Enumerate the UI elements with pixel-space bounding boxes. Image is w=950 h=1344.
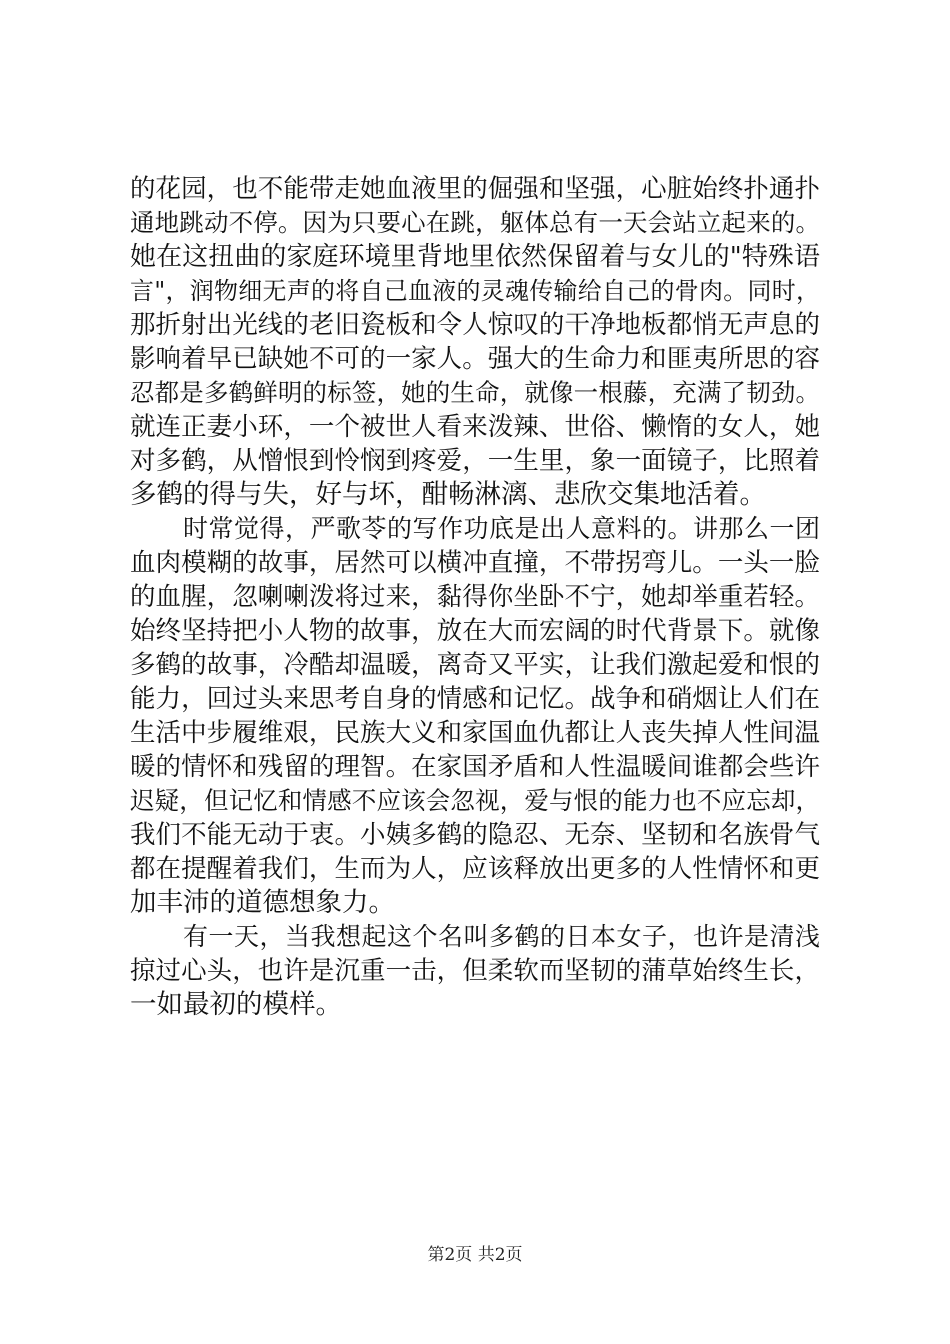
page-number-footer: 第2页 共2页 — [427, 1245, 523, 1265]
text-line: 的血腥，忽喇喇泼将过来，黏得你坐卧不宁，她却举重若轻。 — [130, 582, 820, 612]
text-line: 多鹤的得与失，好与坏，酣畅淋漓、悲欣交集地活着。 — [130, 479, 766, 510]
text-line: 暖的情怀和残留的理智。在家国矛盾和人性温暖间谁都会些许 — [130, 752, 820, 782]
text-line: 迟疑，但记忆和情感不应该会忽视，爱与恨的能力也不应忘却， — [130, 786, 820, 815]
text-line: 对多鹤，从憎恨到怜悯到疼爱，一生里，象一面镜子，比照着 — [130, 446, 820, 476]
text-line: 那折射出光线的老旧瓷板和令人惊叹的干净地板都悄无声息的 — [130, 310, 820, 340]
paragraph-3 — [130, 920, 820, 1022]
text-line: 都在提醒着我们，生而为人，应该释放出更多的人性情怀和更 — [130, 854, 820, 884]
text-line: 时常觉得，严歌苓的写作功底是出人意料的。讲那么一团 — [183, 514, 820, 543]
text-line: 言"，润物细无声的将自己血液的灵魂传输给自己的骨肉。同时， — [130, 277, 820, 305]
paragraph-1 — [130, 172, 820, 512]
text-line: 影响着早已缺她不可的一家人。强大的生命力和匪夷所思的容 — [130, 344, 820, 374]
text-line: 我们不能无动于衷。小姨多鹤的隐忍、无奈、坚韧和名族骨气 — [130, 820, 820, 850]
text-line: 加丰沛的道德想象力。 — [130, 887, 395, 918]
text-line: 始终坚持把小人物的故事，放在大而宏阔的时代背景下。就像 — [130, 616, 820, 646]
text-line: 通地跳动不停。因为只要心在跳，躯体总有一天会站立起来的。 — [130, 208, 820, 237]
text-line: 血肉模糊的故事，居然可以横冲直撞，不带拐弯儿。一头一脸 — [130, 548, 820, 578]
text-line: 她在这扭曲的家庭环境里背地里依然保留着与女儿的"特殊语 — [130, 242, 820, 272]
text-line: 生活中步履维艰，民族大义和家国血仇都让人丧失掉人性间温 — [130, 718, 820, 748]
text-line: 掠过心头，也许是沉重一击，但柔软而坚韧的蒲草始终生长， — [130, 956, 820, 986]
text-line: 忍都是多鹤鲜明的标签，她的生命，就像一根藤，充满了韧劲。 — [130, 378, 820, 407]
text-line: 多鹤的故事，冷酷却温暖，离奇又平实，让我们激起爱和恨的 — [130, 650, 820, 680]
text-line: 一如最初的模样。 — [130, 989, 342, 1020]
paragraph-2 — [130, 512, 820, 920]
body-text — [130, 172, 820, 1022]
text-line: 有一天，当我想起这个名叫多鹤的日本女子，也许是清浅 — [183, 922, 820, 951]
text-line: 就连正妻小环，一个被世人看来泼辣、世俗、懒惰的女人，她 — [130, 412, 820, 442]
text-line: 的花园，也不能带走她血液里的倔强和坚强，心脏始终扑通扑 — [130, 174, 820, 204]
text-line: 能力，回过头来思考自身的情感和记忆。战争和硝烟让人们在 — [130, 684, 820, 714]
